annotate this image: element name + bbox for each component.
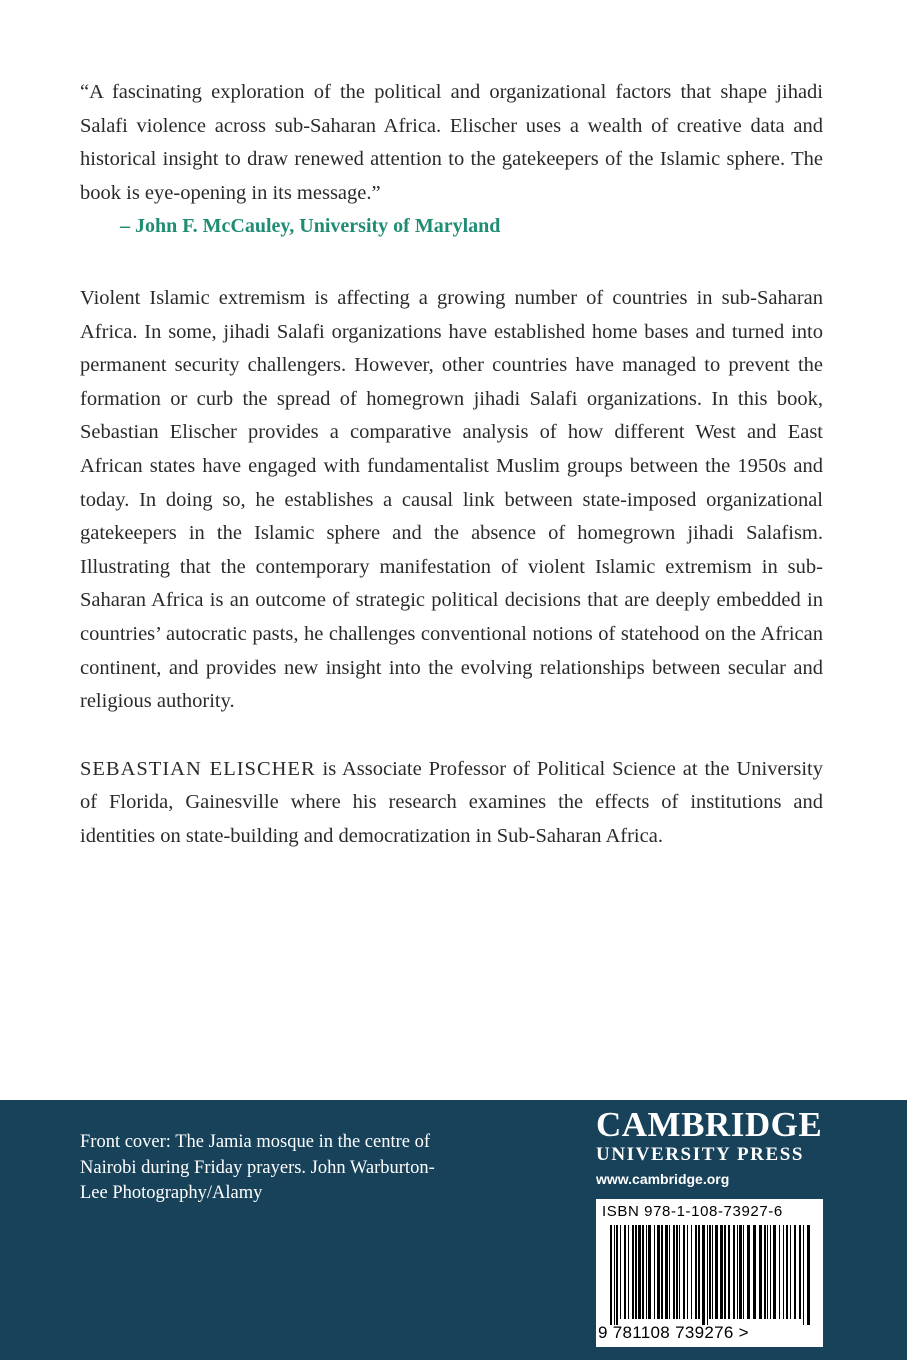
barcode-bar bbox=[779, 1225, 780, 1319]
publisher-subtitle: UNIVERSITY PRESS bbox=[596, 1144, 805, 1165]
barcode-bar bbox=[702, 1225, 705, 1325]
barcode-bar bbox=[669, 1225, 670, 1319]
barcode-bar bbox=[687, 1225, 688, 1319]
barcode-bar bbox=[624, 1225, 626, 1319]
barcode-bar bbox=[799, 1225, 801, 1319]
barcode-bar bbox=[642, 1225, 644, 1319]
barcode-bar bbox=[620, 1225, 621, 1319]
barcode-bar bbox=[628, 1225, 629, 1319]
publisher-url: www.cambridge.org bbox=[596, 1171, 730, 1187]
barcode-bar bbox=[803, 1225, 804, 1325]
barcode-bar bbox=[673, 1225, 675, 1319]
author-bio-text: is Associate Professor of Political Science at the University of Florida, Gainesville where his research examines the effects of institutions and identities on state-building and democratization in Sub-Saharan Africa. bbox=[80, 757, 823, 847]
barcode-bar bbox=[709, 1225, 711, 1319]
barcode-bar bbox=[807, 1225, 810, 1325]
endorsement-quote: “A fascinating exploration of the political and organizational factors that shape jihadi Salafi violence across sub-Saharan Africa. Elischer uses a wealth of creative data and historical insight to draw renewed attention to the gatekeepers of the Islamic sphere. The book is eye-opening in its message.” bbox=[80, 81, 823, 204]
barcode-bar bbox=[676, 1225, 678, 1319]
barcode-bar bbox=[739, 1225, 742, 1319]
barcode-bar bbox=[665, 1225, 668, 1319]
barcode-bar bbox=[679, 1225, 680, 1319]
barcode-bar bbox=[616, 1225, 618, 1325]
barcode-bar bbox=[657, 1225, 660, 1319]
barcode-bar bbox=[728, 1225, 730, 1319]
barcode-bar bbox=[661, 1225, 663, 1319]
barcode-bar bbox=[638, 1225, 641, 1319]
barcode-bar bbox=[743, 1225, 744, 1319]
barcode-bar bbox=[770, 1225, 771, 1319]
barcode-bar bbox=[683, 1225, 685, 1319]
barcode-bar bbox=[720, 1225, 723, 1319]
back-cover-text bbox=[80, 76, 823, 853]
cover-credit: Front cover: The Jamia mosque in the centre of Nairobi during Friday prayers. John Warburton-Lee Photography/Alamy bbox=[80, 1132, 435, 1203]
author-bio bbox=[80, 753, 823, 854]
barcode-bar bbox=[698, 1225, 700, 1319]
barcode-bar bbox=[707, 1225, 708, 1325]
barcode-bar bbox=[733, 1225, 735, 1319]
barcode-bar bbox=[790, 1225, 791, 1319]
barcode-bar bbox=[635, 1225, 637, 1319]
barcode-bar bbox=[691, 1225, 692, 1319]
barcode-bar bbox=[715, 1225, 718, 1319]
barcode-bar bbox=[783, 1225, 784, 1319]
barcode-bar bbox=[773, 1225, 776, 1319]
barcode-bar bbox=[764, 1225, 766, 1319]
barcode-digits: 9 781108 739276 > bbox=[598, 1323, 749, 1342]
publisher-name: CAMBRIDGE bbox=[596, 1105, 823, 1144]
author-name: SEBASTIAN ELISCHER bbox=[80, 757, 316, 780]
barcode-bar bbox=[610, 1225, 612, 1325]
barcode-bar bbox=[767, 1225, 768, 1319]
book-description: Violent Islamic extremism is affecting a growing number of countries in sub-Saharan Africa. In some, jihadi Salafi organizations have established home bases and turned into permanent security challengers. However, other countries have managed to prevent the formation or curb the spread of homegrown jihadi Salafi organizations. In this book, Sebastian Elischer provides a comparative analysis of how different West and East African states have engaged with fundamentalist Muslim groups between the 1950s and today. In doing so, he establishes a causal link between state-imposed organizational gatekeepers in the Islamic sphere and the absence of homegrown jihadi Salafism. Illustrating that the contemporary manifestation of violent Islamic extremism in sub-Saharan Africa is an outcome of strategic political decisions that are deeply embedded in countries’ autocratic pasts, he challenges conventional notions of statehood on the African continent, and provides new insight into the evolving relationships between secular and religious authority. bbox=[80, 286, 823, 713]
barcode-bar bbox=[786, 1225, 788, 1319]
barcode-bar bbox=[695, 1225, 697, 1319]
barcode-bar bbox=[759, 1225, 762, 1319]
barcode-bar bbox=[654, 1225, 655, 1319]
barcode-bar bbox=[646, 1225, 647, 1319]
barcode-bar bbox=[753, 1225, 756, 1319]
barcode-bar bbox=[632, 1225, 634, 1319]
barcode-bar bbox=[747, 1225, 750, 1319]
barcode-bar bbox=[648, 1225, 651, 1319]
barcode-bar bbox=[794, 1225, 796, 1319]
barcode-bar bbox=[712, 1225, 713, 1319]
isbn-label: ISBN 978-1-108-73927-6 bbox=[602, 1203, 783, 1220]
publisher-logo bbox=[596, 1106, 826, 1190]
endorsement-attribution: – John F. McCauley, University of Maryland bbox=[120, 215, 501, 238]
barcode-bar bbox=[614, 1225, 615, 1325]
barcode bbox=[596, 1199, 823, 1347]
barcode-bar bbox=[724, 1225, 726, 1319]
footer-band bbox=[0, 1100, 907, 1360]
barcode-bar bbox=[737, 1225, 738, 1319]
